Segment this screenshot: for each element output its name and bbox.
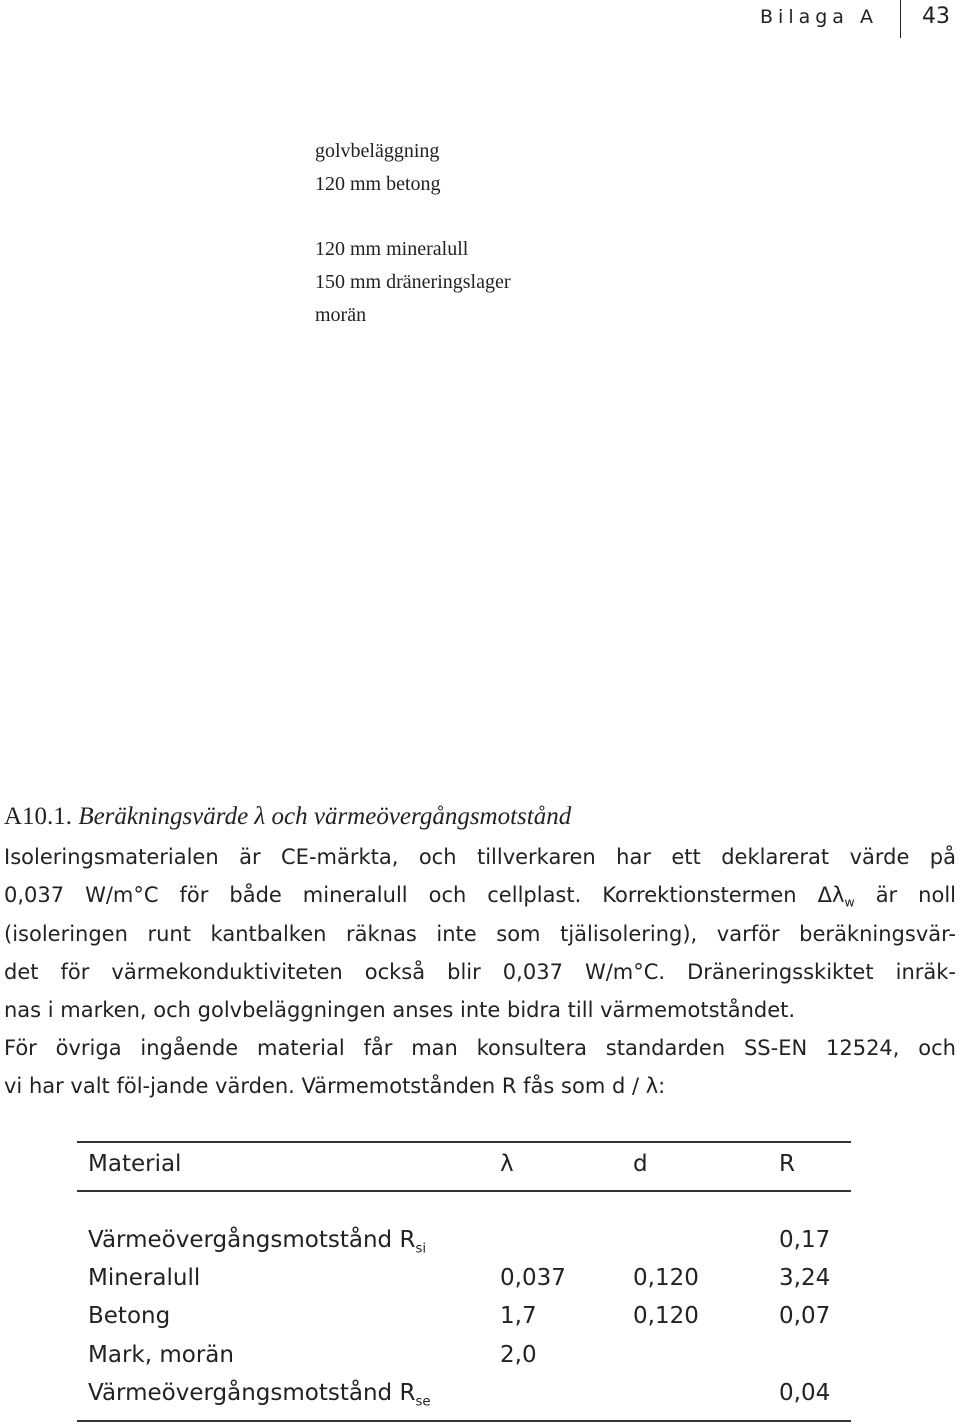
table-cell-r: 0,07 — [779, 1303, 831, 1329]
subscript-se: se — [415, 1394, 431, 1410]
layer-label-drainage: 150 mm dräneringslager — [315, 271, 511, 293]
paragraph-line — [4, 883, 956, 909]
section-title: Beräkningsvärde λ och värmeövergångsmotstånd — [78, 803, 572, 830]
header-divider — [900, 0, 901, 38]
paragraph-line: vi har valt föl-jande värden. Värmemotstånden R fås som d / λ: — [4, 1074, 666, 1098]
table-cell-lambda: 2,0 — [500, 1342, 537, 1368]
paragraph-line: Isoleringsmaterialen är CE-märkta, och tillverkaren har ett deklarerat värde på — [4, 845, 956, 869]
table-top-rule — [77, 1141, 851, 1143]
section-heading — [4, 803, 571, 831]
header-d: d — [633, 1151, 648, 1177]
table-cell-material: Betong — [88, 1303, 171, 1329]
layer-label-floor-covering: golvbeläggning — [315, 140, 440, 162]
section-number: A10.1. — [4, 803, 73, 830]
paragraph-line: (isoleringen runt kantbalken räknas inte som tjälisolering), varför beräkningsvär- — [4, 922, 956, 946]
table-cell-d: 0,120 — [633, 1265, 699, 1291]
layer-label-moraine: morän — [315, 304, 367, 326]
table-header-rule — [77, 1190, 851, 1192]
table-cell-d: 0,120 — [633, 1303, 699, 1329]
paragraph-line: det för värmekonduktiviteten också blir 0,037 W/m°C. Dräneringsskiktet inräk- — [4, 960, 956, 984]
table-cell-material: Värmeövergångsmotstånd $R_{si}$ — [88, 1227, 427, 1257]
subscript-w: w — [844, 894, 855, 910]
layer-label-mineral-wool: 120 mm mineralull — [315, 238, 469, 260]
table-cell-material: Mark, morän — [88, 1342, 234, 1368]
page-number: 43 — [922, 4, 950, 29]
table-cell-r: 0,04 — [779, 1380, 831, 1406]
table-cell-material: Mineralull — [88, 1265, 201, 1291]
paragraph-text: 0,037 W/m°C för både mineralull och cellplast. Korrektionstermen Δλ — [4, 883, 845, 907]
table-cell-r: 0,17 — [779, 1227, 831, 1253]
header-label: Bilaga A — [760, 6, 878, 28]
table-cell-r: 3,24 — [779, 1265, 831, 1291]
table-bottom-rule — [77, 1420, 851, 1422]
layer-label-concrete: 120 mm betong — [315, 173, 441, 195]
header-r: R — [779, 1151, 795, 1177]
table-cell-lambda: 0,037 — [500, 1265, 566, 1291]
subscript-si: si — [415, 1241, 427, 1257]
paragraph-line: nas i marken, och golvbeläggningen anses inte bidra till värmemotståndet. — [4, 998, 796, 1022]
header-material: Material — [88, 1151, 182, 1177]
running-header — [0, 0, 960, 40]
paragraph-line: För övriga ingående material får man konsultera standarden SS-EN 12524, och — [4, 1036, 956, 1060]
paragraph-text: är noll — [875, 883, 956, 907]
table-cell-material: Värmeövergångsmotstånd $R_{se}$ — [88, 1380, 431, 1410]
header-lambda: λ — [500, 1151, 514, 1177]
table-cell-lambda: 1,7 — [500, 1303, 537, 1329]
